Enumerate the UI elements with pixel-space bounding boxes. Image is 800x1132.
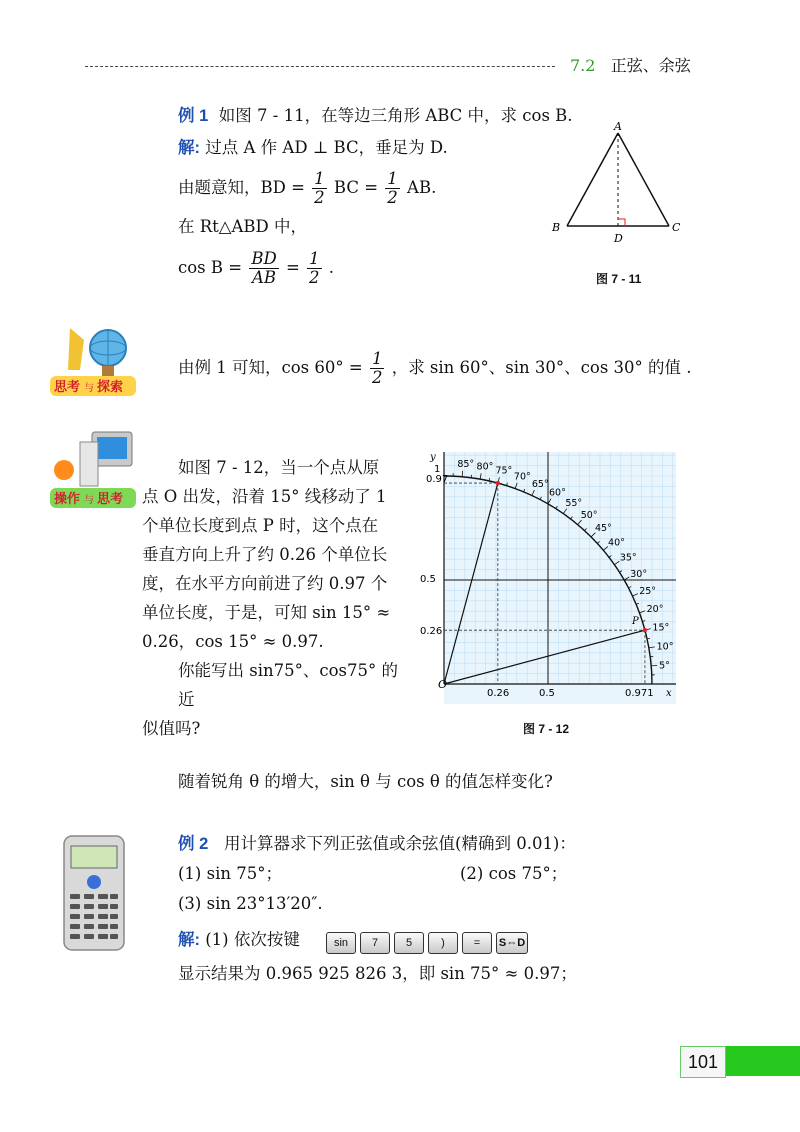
example2-item2: (2) cos 75°； (460, 864, 568, 883)
step2-mid: BC = (333, 178, 384, 198)
fraction-half-2 (385, 170, 400, 207)
think-text-prefix: 由例 1 可知，cos 60° = (178, 358, 368, 378)
x-tick-026: 0.26 (487, 688, 510, 699)
figure-7-11-caption: 图 7 - 11 (596, 272, 642, 286)
frac-den: 2 (314, 188, 325, 208)
paragraph-line: 度，在水平方向前进了约 0.97 个 (142, 574, 388, 593)
x-tick-half: 0.5 (539, 688, 555, 699)
key-close-paren: ) (428, 932, 458, 954)
angle-label: 50° (580, 509, 598, 521)
step4-prefix: cos B = (178, 258, 248, 278)
paragraph-line: 垂直方向上升了约 0.26 个单位长 (142, 545, 388, 564)
frac-num: 1 (309, 249, 320, 268)
point-p-label: P (632, 616, 639, 627)
frac-num: 1 (387, 169, 398, 188)
angle-label: 5° (659, 660, 670, 672)
angle-label: 10° (656, 641, 674, 653)
think-text-suffix: ，求 sin 60°、sin 30°、cos 30° 的值 . (391, 358, 692, 378)
icon-label-explore: 探索 (97, 379, 124, 394)
step4-suffix: . (328, 258, 335, 278)
x-axis-label: x (666, 688, 672, 699)
example1-step3: 在 Rt△ABD 中， (178, 217, 308, 236)
side-ab (567, 133, 618, 226)
point-p (643, 628, 647, 632)
example2-item3: (3) sin 23°13′20″. (178, 894, 323, 913)
y-tick-half: 0.5 (420, 574, 436, 585)
label-b: B (552, 221, 561, 234)
example2-label: 例 2 (178, 835, 209, 853)
paragraph-line: 单位长度，于是，可知 sin 15° ≈ (142, 603, 391, 622)
example1-problem (178, 108, 573, 125)
paragraph-line: 个单位长度到点 P 时，这个点在 (142, 516, 379, 535)
page-number: 101 (680, 1046, 726, 1078)
paragraph-line: 0.26，cos 15° ≈ 0.97. (142, 632, 324, 651)
frac-num: 1 (314, 169, 325, 188)
origin-label: O (438, 678, 448, 691)
fraction-half (312, 170, 327, 207)
y-tick-max: 1 (434, 464, 441, 475)
angle-label: 20° (646, 604, 664, 616)
example1-step1 (178, 140, 448, 157)
side-ac (618, 133, 669, 226)
header-section (570, 53, 691, 76)
arc-tick (651, 665, 657, 666)
fraction-half-4 (370, 350, 385, 387)
step2-suffix: AB. (407, 178, 437, 198)
fraction-half-3 (307, 250, 322, 287)
y-tick-1: 0.97 (426, 474, 449, 485)
example2-item1: (1) sin 75°； (178, 864, 282, 883)
angle-label: 40° (608, 537, 625, 549)
key-equals: = (462, 932, 492, 954)
paragraph-line: 如图 7 - 12，当一个点从原 (178, 458, 380, 477)
calculator-icon (62, 834, 126, 952)
label-c: C (672, 221, 681, 234)
angle-label: 25° (639, 586, 657, 598)
header-rule (85, 66, 555, 67)
angle-label: 35° (619, 552, 637, 564)
right-angle-mark (618, 219, 625, 226)
icon-label-and: 与 (84, 495, 94, 506)
angle-label: 70° (513, 471, 531, 483)
paragraph-line: 你能写出 sin75°、cos75° 的近 (178, 661, 398, 709)
key-5: 5 (394, 932, 424, 954)
label-d: D (614, 232, 623, 245)
x-tick-0971: 0.971 (625, 688, 654, 699)
icon-label-think: 思考 (54, 379, 81, 394)
example2-solution-label: 解: (178, 931, 200, 949)
think-explore-text (178, 350, 692, 387)
example1-problem-text: 如图 7 - 11，在等边三角形 ABC 中，求 cos B. (218, 106, 573, 125)
angle-label: 80° (476, 461, 494, 473)
figure-7-12-unit-circle (420, 448, 680, 708)
frac-den: 2 (309, 268, 320, 288)
example2-solution (178, 932, 300, 949)
frac-den: 2 (371, 368, 383, 388)
key-sequence (326, 932, 532, 954)
key-s-to-d: S⇔D (496, 932, 528, 954)
section-title: 正弦、余弦 (610, 56, 691, 75)
frac-num: BD (251, 249, 277, 268)
point-75 (496, 481, 500, 485)
y-tick-026: 0.26 (420, 626, 443, 637)
angle-label: 30° (630, 569, 648, 580)
icon-label-and: 与 (84, 383, 94, 394)
example2-solution-text: (1) 依次按键 (205, 930, 300, 949)
label-a: A (614, 120, 622, 133)
paragraph-line: 似值吗? (142, 719, 201, 738)
step1-text: 过点 A 作 AD ⊥ BC，垂足为 D. (205, 138, 448, 157)
theta-question: 随着锐角 θ 的增大，sin θ 与 cos θ 的值怎样变化? (178, 772, 553, 791)
solution-label: 解: (178, 139, 200, 157)
icon-label-think: 思考 (97, 491, 124, 506)
frac-den: 2 (387, 188, 398, 208)
example2-problem (178, 836, 576, 853)
example1-step2 (178, 170, 436, 207)
example2-result: 显示结果为 0.965 925 826 3，即 sin 75° ≈ 0.97； (178, 964, 577, 983)
example1-label: 例 1 (178, 107, 209, 125)
section-number: 7.2 (570, 56, 596, 75)
angle-label: 55° (565, 498, 583, 510)
fraction-bd-ab (249, 250, 278, 287)
key-7: 7 (360, 932, 390, 954)
figure-7-11-triangle (545, 118, 695, 253)
operate-think-paragraph (142, 453, 414, 743)
angle-label: 60° (549, 487, 566, 499)
angle-label: 85° (457, 458, 475, 470)
equals-sign: = (285, 258, 306, 278)
angle-label: 75° (495, 465, 513, 477)
paragraph-line: 点 O 出发，沿着 15° 线移动了 1 (142, 487, 387, 506)
y-axis-label: y (430, 452, 436, 463)
angle-label: 65° (531, 478, 549, 490)
step2-prefix: 由题意知，BD = (178, 178, 311, 198)
angle-label: 45° (594, 523, 612, 535)
angle-label: 15° (652, 622, 670, 634)
example1-step4 (178, 250, 334, 287)
frac-den: AB (251, 268, 277, 288)
example2-problem-text: 用计算器求下列正弦值或余弦值(精确到 0.01)： (224, 834, 576, 853)
arc-tick (462, 471, 463, 477)
frac-num: 1 (371, 349, 383, 368)
operate-think-icon (50, 430, 140, 512)
think-explore-icon (50, 318, 140, 400)
figure-7-12-caption: 图 7 - 12 (523, 722, 570, 736)
key-sin: sin (326, 932, 356, 954)
icon-label-operate: 操作 (54, 491, 81, 506)
